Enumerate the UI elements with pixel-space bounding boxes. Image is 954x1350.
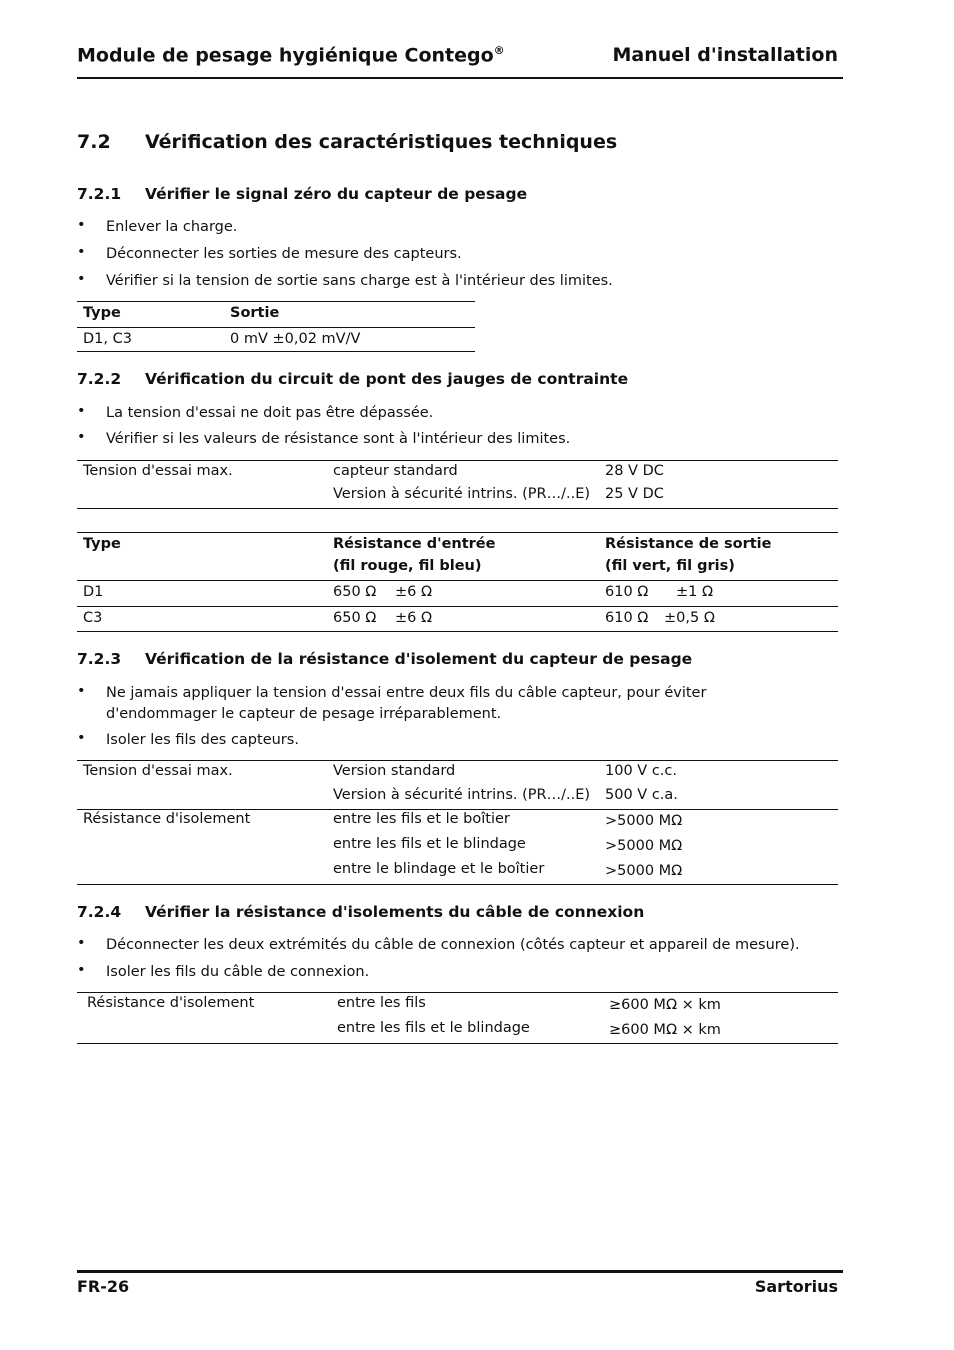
footer-brand: Sartorius	[754, 1277, 838, 1296]
table-cell: 28 V DC	[605, 463, 664, 479]
table-label: Résistance d'isolement	[83, 811, 251, 827]
page-number: FR-26	[77, 1277, 130, 1296]
table-label: Tension d'essai max.	[83, 763, 233, 779]
table-header-type: Type	[83, 536, 121, 552]
table-cell: entre les fils et le boîtier	[333, 811, 510, 827]
bullet-item: • La tension d'essai ne doit pas être dépassée.	[77, 403, 434, 421]
table-cell: ±6 Ω	[395, 610, 433, 626]
table-cell: 500 V c.a.	[605, 787, 678, 803]
table-cell: ±1 Ω	[676, 584, 714, 600]
table-header-output-wires: (fil vert, fil gris)	[605, 558, 735, 574]
table-cell: 650 Ω	[333, 610, 377, 626]
bullet-item: • Isoler les fils des capteurs.	[77, 730, 299, 748]
table-cell: ≥600 MΩ × km	[609, 1022, 721, 1038]
header-rule	[77, 77, 843, 79]
table-label: Tension d'essai max.	[83, 463, 233, 479]
table-cell: >5000 MΩ	[605, 813, 683, 829]
footer-rule	[77, 1270, 843, 1273]
table-cell: Version à sécurité intrins. (PR…/..E)	[333, 486, 591, 502]
table-cell: 650 Ω	[333, 584, 377, 600]
table-cell: >5000 MΩ	[605, 863, 683, 879]
table-header-type: Type	[83, 305, 121, 321]
bullet-item: • Vérifier si les valeurs de résistance sont à l'intérieur des limites.	[77, 429, 571, 447]
table-cell: 25 V DC	[605, 486, 664, 502]
table-cell: ±6 Ω	[395, 584, 433, 600]
table-cell: 610 Ω	[605, 584, 649, 600]
table-cell: capteur standard	[333, 463, 458, 479]
table-cell: 610 Ω	[605, 610, 649, 626]
bullet-item: • Vérifier si la tension de sortie sans charge est à l'intérieur des limites.	[77, 271, 613, 289]
header-document-type: Manuel d'installation	[612, 44, 838, 66]
section-title: Vérification des caractéristiques techniques	[145, 131, 618, 153]
section-number: 7.2	[77, 131, 111, 153]
table-label: Résistance d'isolement	[87, 995, 255, 1011]
table-cell: entre les fils et le blindage	[333, 836, 526, 852]
table-cell: Version standard	[333, 763, 456, 779]
table-cell: entre les fils et le blindage	[337, 1020, 530, 1036]
header-title: Module de pesage hygiénique Contego®	[77, 44, 505, 67]
table-cell: >5000 MΩ	[605, 838, 683, 854]
bullet-item: • Ne jamais appliquer la tension d'essai entre deux fils du câble capteur, pour éviter d'endommager le capteur de pesage irréparablement.	[77, 683, 707, 722]
bullet-item: • Enlever la charge.	[77, 217, 238, 235]
table-cell: C3	[83, 610, 103, 626]
table-header-output-resistance: Résistance de sortie	[605, 536, 772, 552]
table-header-input-wires: (fil rouge, fil bleu)	[333, 558, 482, 574]
bullet-item: • Isoler les fils du câble de connexion.	[77, 962, 370, 980]
table-cell: D1, C3	[83, 331, 132, 347]
table-cell: entre les fils	[337, 995, 426, 1011]
table-cell: entre le blindage et le boîtier	[333, 861, 545, 877]
table-cell: ±0,5 Ω	[664, 610, 715, 626]
table-cell: D1	[83, 584, 104, 600]
table-cell: 100 V c.c.	[605, 763, 677, 779]
table-cell: ≥600 MΩ × km	[609, 997, 721, 1013]
table-cell: 0 mV ±0,02 mV/V	[230, 331, 361, 347]
bullet-item: • Déconnecter les deux extrémités du câble de connexion (côtés capteur et appareil de mesure).	[77, 935, 800, 953]
table-header-output: Sortie	[230, 305, 280, 321]
table-header-input-resistance: Résistance d'entrée	[333, 536, 496, 552]
table-cell: Version à sécurité intrins. (PR…/..E)	[333, 787, 591, 803]
bullet-item: • Déconnecter les sorties de mesure des capteurs.	[77, 244, 462, 262]
